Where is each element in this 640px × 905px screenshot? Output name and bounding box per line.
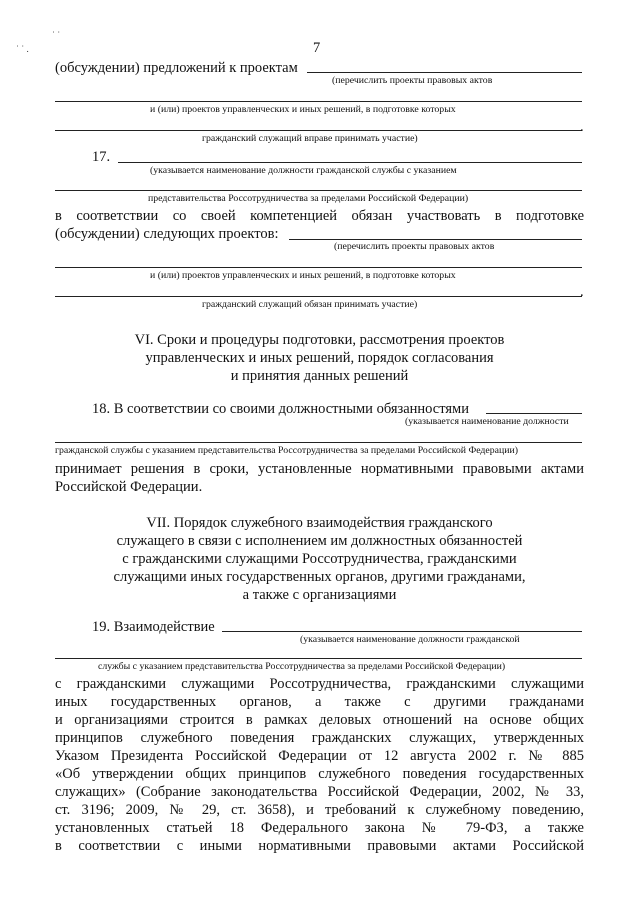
hint-legal-acts: (перечислить проекты правовых актов: [334, 241, 495, 252]
fill-line: [55, 296, 582, 297]
fill-line: [55, 190, 582, 191]
fill-line: [55, 442, 582, 443]
fill-line: [55, 101, 582, 102]
item-18-text: Российской Федерации.: [55, 479, 203, 495]
section-6-heading: и принятия данных решений: [230, 368, 409, 384]
scan-mark-left: ˙ ˙ .: [16, 44, 29, 54]
item-18-text: принимает решения в сроки, установленные нормативными правовыми актами: [55, 461, 584, 477]
line-end-dot: .: [580, 119, 584, 135]
item-17-text: в соответствии со своей компетенцией обязан участвовать в подготовке: [55, 208, 584, 224]
fill-line: [222, 631, 582, 632]
section-7-heading: служащего в связи с исполнением им должностных обязанностей: [116, 533, 523, 549]
body-line: служащих» (Собрание законодательства Российской Федерации, 2002, № 33,: [55, 784, 584, 800]
hint-decisions: и (или) проектов управленческих и иных решений, в подготовке которых: [150, 104, 456, 115]
scan-mark-top: ˙ ˙: [52, 30, 61, 40]
page-number: 7: [313, 40, 321, 56]
section-6-heading: VI. Сроки и процедуры подготовки, рассмотрения проектов: [134, 332, 505, 348]
fill-line: [55, 130, 582, 131]
body-line: установленных статьей 18 Федерального закона № 79-ФЗ, а также: [55, 820, 584, 836]
fill-line: [55, 658, 582, 659]
hint-participation: гражданский служащий обязан принимать участие): [202, 299, 418, 310]
section-7-heading: с гражданскими служащими Россотрудничества, гражданскими: [122, 551, 517, 567]
body-line: с гражданскими служащими Россотрудничества, гражданскими служащими: [55, 676, 584, 692]
body-line: «Об утверждении общих принципов служебного поведения государственных: [55, 766, 584, 782]
fill-line: [289, 239, 582, 240]
hint-representation: гражданской службы с указанием представительства Россотрудничества за пределами Российской Федерации): [55, 445, 518, 456]
section-7-heading: а также с организациями: [242, 587, 397, 603]
fill-line: [486, 413, 582, 414]
hint-legal-acts: (перечислить проекты правовых актов: [332, 75, 493, 86]
body-line: ст. 3196; 2009, № 29, ст. 3658), и требований к служебному поведению,: [55, 802, 584, 818]
section-7-heading: VII. Порядок служебного взаимодействия гражданского: [146, 515, 493, 531]
proposals-text: (обсуждении) предложений к проектам: [55, 60, 298, 76]
body-line: принципов служебного поведения гражданских служащих, утвержденных: [55, 730, 584, 746]
hint-position: (указывается наименование должности: [405, 416, 569, 427]
body-line: и организациями строится в рамках деловых отношений на основе общих: [55, 712, 584, 728]
hint-representation: службы с указанием представительства Россотрудничества за пределами Российской Федерации): [98, 661, 506, 672]
item-17-text: (обсуждении) следующих проектов:: [55, 226, 279, 242]
hint-representation: представительства Россотрудничества за пределами Российской Федерации): [148, 193, 469, 204]
body-line: в соответствии с иными нормативными правовыми актами Российской: [55, 838, 584, 854]
fill-line: [55, 267, 582, 268]
hint-position: (указывается наименование должности гражданской службы с указанием: [150, 165, 457, 176]
section-7-heading: служащими иных государственных органов, другими гражданами,: [113, 569, 526, 585]
body-line: иных государственных органов, а также с другими гражданами: [55, 694, 584, 710]
body-line: Указом Президента Российской Федерации от 12 августа 2002 г. № 885: [55, 748, 584, 764]
fill-line: [307, 72, 582, 73]
hint-participation: гражданский служащий вправе принимать участие): [202, 133, 418, 144]
item-18-text: 18. В соответствии со своими должностными обязанностями: [92, 401, 469, 417]
item-17-number: 17.: [92, 149, 111, 165]
fill-line: [118, 162, 582, 163]
item-19-text: 19. Взаимодействие: [92, 619, 215, 635]
section-6-heading: управленческих и иных решений, порядок согласования: [145, 350, 494, 366]
hint-decisions: и (или) проектов управленческих и иных решений, в подготовке которых: [150, 270, 456, 281]
hint-position: (указывается наименование должности гражданской: [300, 634, 520, 645]
line-end-dot: .: [580, 284, 584, 300]
